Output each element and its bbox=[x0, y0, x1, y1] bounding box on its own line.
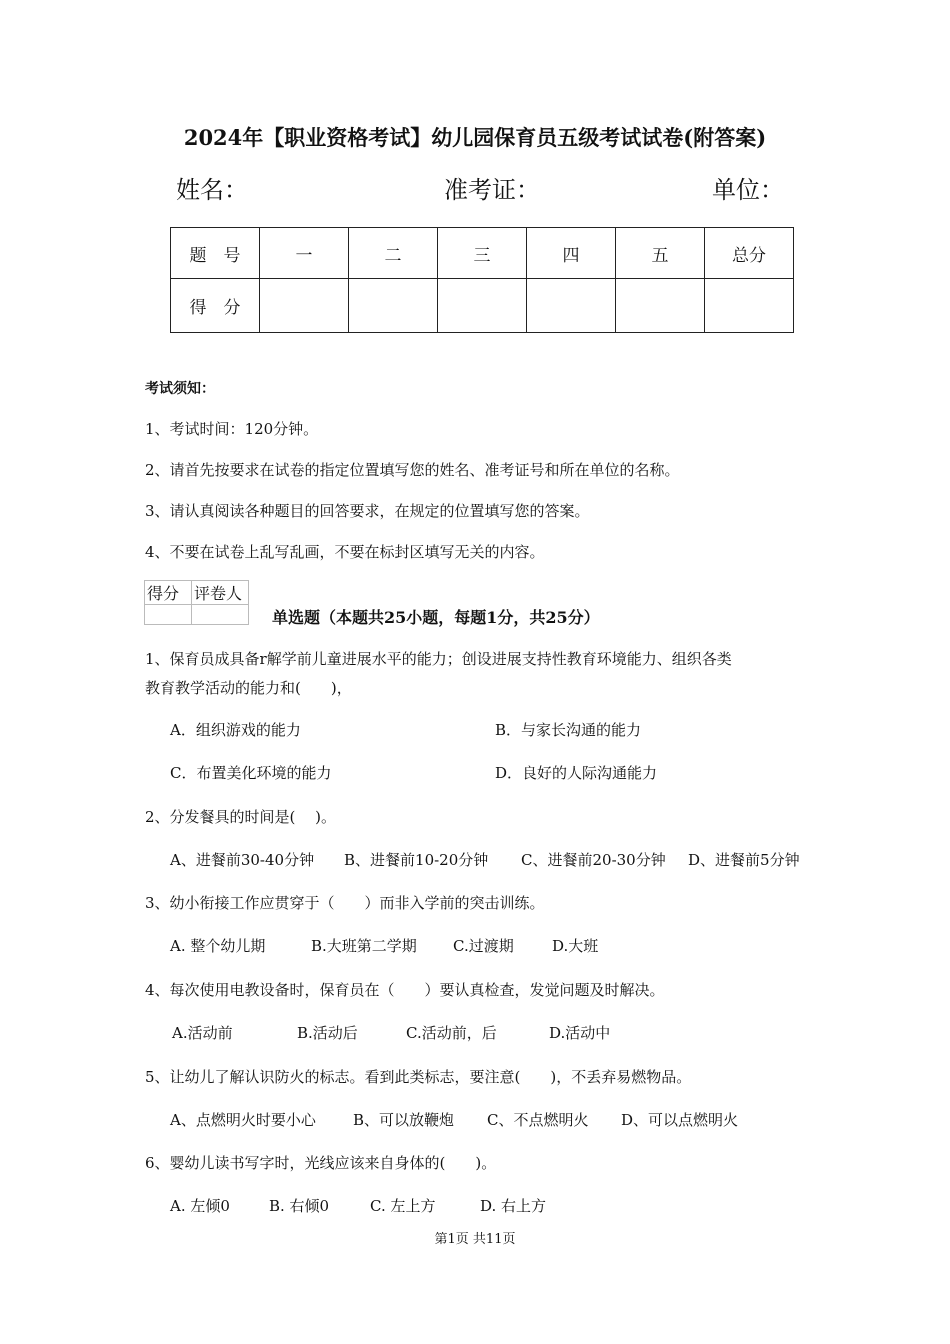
option-a[interactable]: A、点燃明火时要小心 bbox=[170, 1111, 316, 1129]
option-a[interactable]: A．组织游戏的能力 bbox=[170, 721, 301, 739]
option-b[interactable]: B、可以放鞭炮 bbox=[353, 1111, 455, 1129]
notice-item: 4、不要在试卷上乱写乱画，不要在标封区填写无关的内容。 bbox=[145, 543, 545, 561]
name-label: 姓名： bbox=[176, 176, 248, 204]
score-header-cell: 五 bbox=[616, 228, 705, 279]
question-stem: 5、让幼儿了解认识防火的标志。看到此类标志，要注意( )，不丢弃易燃物品。 bbox=[145, 1068, 692, 1086]
option-d[interactable]: D.活动中 bbox=[549, 1024, 611, 1042]
score-table-score-row bbox=[171, 279, 794, 333]
exam-id-label: 准考证： bbox=[444, 176, 540, 204]
score-header-cell: 二 bbox=[349, 228, 438, 279]
question-stem: 3、幼小衔接工作应贯穿于（ ）而非入学前的突击训练。 bbox=[145, 894, 545, 912]
page-title: 2024年【职业资格考试】幼儿园保育员五级考试试卷(附答案) bbox=[183, 125, 767, 150]
page-footer: 第1页 共11页 bbox=[434, 1232, 516, 1247]
option-b[interactable]: B．与家长沟通的能力 bbox=[495, 721, 642, 739]
option-b[interactable]: B、进餐前10-20分钟 bbox=[344, 851, 489, 869]
score-header-cell: 三 bbox=[438, 228, 527, 279]
grader-name-label: 评卷人 bbox=[192, 581, 249, 605]
score-cell[interactable] bbox=[705, 279, 794, 333]
question-stem: 2、分发餐具的时间是( )。 bbox=[145, 808, 337, 826]
score-cell[interactable] bbox=[616, 279, 705, 333]
score-header-cell: 题 号 bbox=[171, 228, 260, 279]
notice-item: 1、考试时间：120分钟。 bbox=[145, 420, 319, 438]
option-c[interactable]: C.过渡期 bbox=[453, 937, 514, 955]
option-c[interactable]: C．布置美化环境的能力 bbox=[170, 764, 332, 782]
option-a[interactable]: A. 整个幼儿期 bbox=[170, 937, 266, 955]
option-d[interactable]: D、进餐前5分钟 bbox=[688, 851, 800, 869]
option-a[interactable]: A. 左倾0 bbox=[170, 1197, 230, 1215]
option-a[interactable]: A、进餐前30-40分钟 bbox=[170, 851, 315, 869]
question-stem: 4、每次使用电教设备时，保育员在（ ）要认真检查，发觉问题及时解决。 bbox=[145, 981, 665, 999]
score-cell[interactable] bbox=[349, 279, 438, 333]
option-d[interactable]: D.大班 bbox=[552, 937, 599, 955]
notice-item: 3、请认真阅读各种题目的回答要求，在规定的位置填写您的答案。 bbox=[145, 502, 590, 520]
score-row-label: 得 分 bbox=[171, 279, 260, 333]
option-d[interactable]: D．良好的人际沟通能力 bbox=[495, 764, 658, 782]
notice-item: 2、请首先按要求在试卷的指定位置填写您的姓名、准考证号和所在单位的名称。 bbox=[145, 461, 680, 479]
score-table bbox=[170, 227, 794, 333]
score-cell[interactable] bbox=[438, 279, 527, 333]
option-d[interactable]: D、可以点燃明火 bbox=[621, 1111, 739, 1129]
option-b[interactable]: B.活动后 bbox=[297, 1024, 358, 1042]
option-c[interactable]: C、进餐前20-30分钟 bbox=[521, 851, 666, 869]
section-title: 单选题（本题共25小题，每题1分，共25分） bbox=[272, 608, 600, 627]
option-a[interactable]: A.活动前 bbox=[172, 1024, 233, 1042]
score-header-cell: 一 bbox=[260, 228, 349, 279]
grader-box bbox=[144, 580, 249, 625]
option-c[interactable]: C. 左上方 bbox=[370, 1197, 436, 1215]
question-stem: 1、保育员成具备r解学前儿童进展水平的能力；创设进展支持性教育环境能力、组织各类 bbox=[145, 650, 732, 668]
option-c[interactable]: C、不点燃明火 bbox=[487, 1111, 589, 1129]
option-b[interactable]: B. 右倾0 bbox=[269, 1197, 330, 1215]
score-cell[interactable] bbox=[260, 279, 349, 333]
score-table-header-row bbox=[171, 228, 794, 279]
score-header-cell: 总分 bbox=[705, 228, 794, 279]
grader-score-cell[interactable] bbox=[145, 605, 192, 625]
grader-score-label: 得分 bbox=[145, 581, 192, 605]
option-c[interactable]: C.活动前，后 bbox=[406, 1024, 497, 1042]
option-b[interactable]: B.大班第二学期 bbox=[311, 937, 417, 955]
option-d[interactable]: D. 右上方 bbox=[480, 1197, 547, 1215]
question-stem: 教育教学活动的能力和( )， bbox=[145, 679, 352, 697]
unit-label: 单位： bbox=[712, 176, 784, 204]
question-stem: 6、婴幼儿读书写字时，光线应该来自身体的( )。 bbox=[145, 1154, 497, 1172]
grader-name-cell[interactable] bbox=[192, 605, 249, 625]
notice-title: 考试须知： bbox=[145, 381, 215, 397]
score-cell[interactable] bbox=[527, 279, 616, 333]
score-header-cell: 四 bbox=[527, 228, 616, 279]
